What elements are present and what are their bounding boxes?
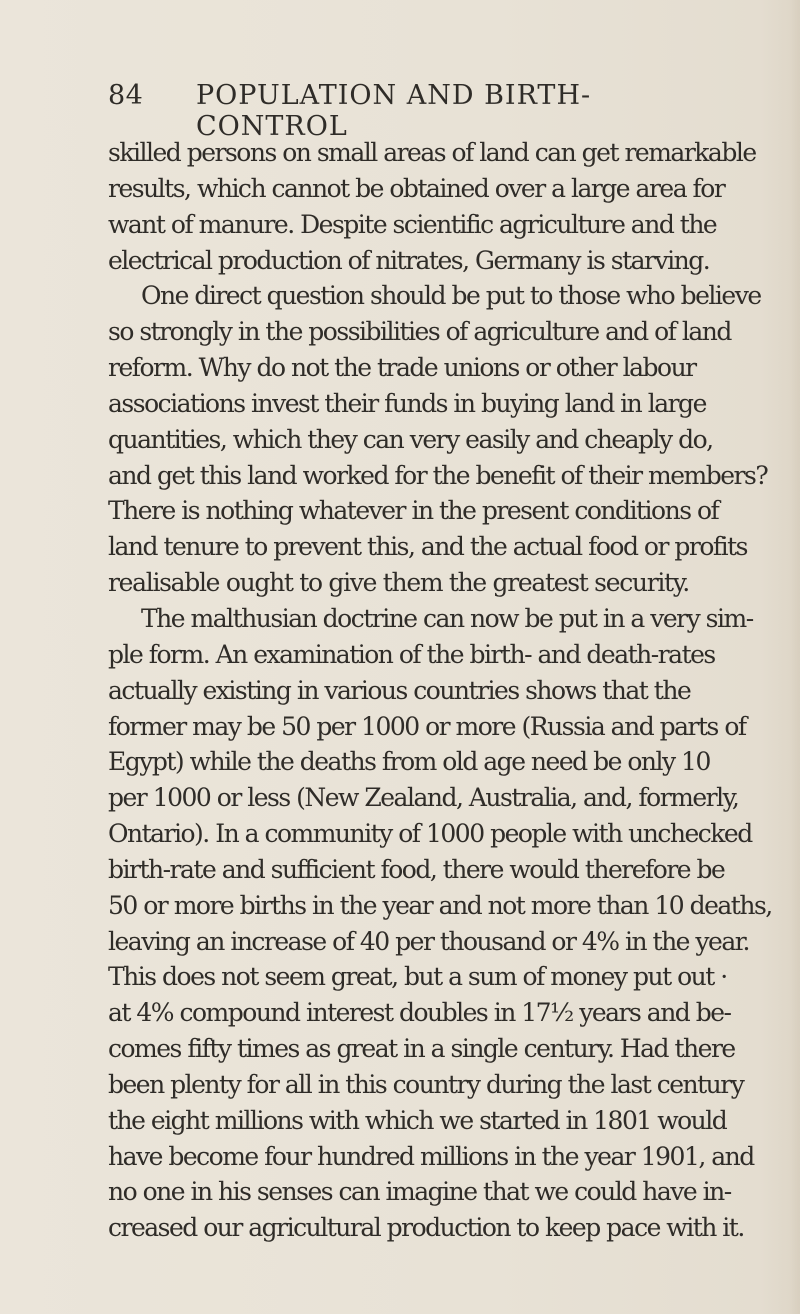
page-number: 84 [108, 80, 144, 111]
text-line: quantities, which they can very easily and cheaply do, [108, 424, 713, 454]
text-line: at 4% compound interest doubles in 17½ years and be- [108, 998, 731, 1028]
text-line: One direct question should be put to those who believe [141, 281, 761, 311]
text-line: ple form. An examination of the birth- and death-rates [108, 639, 715, 669]
text-line: Ontario). In a community of 1000 people with unchecked [108, 819, 752, 849]
text-line: creased our agricultural production to keep pace with it. [108, 1213, 744, 1243]
text-line: reform. Why do not the trade unions or other labour [108, 353, 696, 383]
text-line: Egypt) while the deaths from old age need be only 10 [108, 747, 710, 777]
text-line: actually existing in various countries shows that the [108, 675, 691, 705]
text-line: leaving an increase of 40 per thousand or 4% in the year. [108, 926, 749, 956]
text-line: This does not seem great, but a sum of money put out · [108, 962, 727, 992]
text-line: skilled persons on small areas of land can get remarkable [108, 138, 756, 167]
text-line: the eight millions with which we started in 1801 would [108, 1105, 727, 1135]
text-line: 50 or more births in the year and not more than 10 deaths, [108, 890, 772, 920]
text-line: land tenure to prevent this, and the actual food or profits [108, 532, 747, 562]
text-line: no one in his senses can imagine that we could have in- [108, 1177, 731, 1207]
body-text [108, 135, 772, 1246]
text-line: so strongly in the possibilities of agriculture and of land [108, 317, 731, 347]
text-line: been plenty for all in this country during the last century [108, 1069, 744, 1099]
text-line: The malthusian doctrine can now be put in a very sim- [141, 603, 753, 633]
text-line: have become four hundred millions in the year 1901, and [108, 1141, 754, 1171]
running-title: POPULATION AND BIRTH-CONTROL [196, 80, 592, 142]
text-line: want of manure. Despite scientific agriculture and the [108, 209, 717, 239]
text-line: and get this land worked for the benefit of their members? [108, 460, 768, 490]
page-header [108, 80, 688, 142]
text-line: comes fifty times as great in a single century. Had there [108, 1034, 735, 1064]
text-line: associations invest their funds in buying land in large [108, 388, 706, 418]
text-line: former may be 50 per 1000 or more (Russia and parts of [108, 711, 746, 741]
text-line: results, which cannot be obtained over a large area for [108, 173, 725, 203]
text-line: per 1000 or less (New Zealand, Australia, and, formerly, [108, 783, 739, 813]
text-line: realisable ought to give them the greatest security. [108, 568, 689, 598]
text-line: There is nothing whatever in the present conditions of [108, 496, 719, 526]
text-line: electrical production of nitrates, Germany is starving. [108, 245, 710, 275]
page-edge [790, 0, 800, 1314]
text-line: birth-rate and sufficient food, there would therefore be [108, 854, 725, 884]
